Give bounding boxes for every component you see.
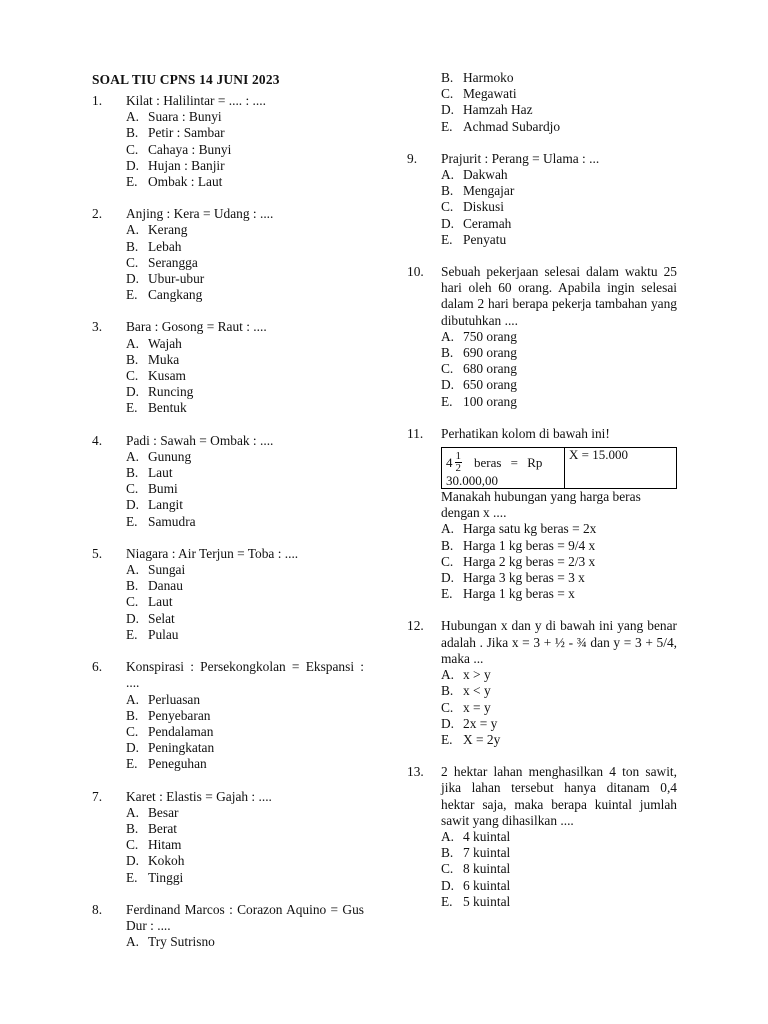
option-text: Laut <box>148 594 173 610</box>
option-letter: E. <box>126 174 138 190</box>
option-text: Berat <box>148 820 177 836</box>
price-table-left-cell <box>442 448 565 488</box>
question-1 <box>92 93 364 190</box>
option-text: 4 kuintal <box>463 828 511 844</box>
question-number: 8. <box>92 901 103 917</box>
question-line <box>92 206 364 222</box>
option-text: 6 kuintal <box>463 877 511 893</box>
option-letter: E. <box>441 893 453 909</box>
option-letter: E. <box>441 118 453 134</box>
answer-option <box>407 716 677 732</box>
answer-option <box>92 514 364 530</box>
option-text: X = 2y <box>463 731 501 747</box>
question-number: 5. <box>92 545 103 561</box>
answer-option <box>407 570 677 586</box>
option-letter: A. <box>441 667 455 683</box>
option-letter: A. <box>126 804 140 820</box>
option-letter: C. <box>441 199 454 215</box>
option-text: Harga satu kg beras = 2x <box>463 521 597 537</box>
option-letter: C. <box>126 141 139 157</box>
option-text: Dakwah <box>463 167 508 183</box>
answer-option <box>92 465 364 481</box>
option-letter: A. <box>441 328 455 344</box>
question-line <box>92 659 364 691</box>
option-letter: E. <box>441 393 453 409</box>
question-11 <box>407 426 677 603</box>
option-text: Laut <box>148 465 173 481</box>
answer-option <box>92 853 364 869</box>
option-letter: B. <box>126 578 139 594</box>
answer-option <box>92 497 364 513</box>
answer-option <box>92 174 364 190</box>
question-line <box>92 902 364 934</box>
option-text: Tinggi <box>148 869 184 885</box>
option-letter: B. <box>126 238 139 254</box>
answer-option <box>407 554 677 570</box>
question-text: Niagara : Air Terjun = Toba : .... <box>126 545 299 561</box>
price-amount: 30.000,00 <box>446 473 498 489</box>
question-line <box>407 264 677 329</box>
question-number: 1. <box>92 93 103 108</box>
option-text: Hitam <box>148 837 182 853</box>
option-letter: D. <box>126 157 140 173</box>
answer-option <box>92 352 364 368</box>
option-text: Langit <box>148 497 183 513</box>
answer-option <box>92 109 364 125</box>
question-number: 7. <box>92 788 103 804</box>
option-letter: E. <box>126 626 138 642</box>
question-number: 4. <box>92 432 103 448</box>
question-text: Karet : Elastis = Gajah : .... <box>126 788 272 804</box>
question-3 <box>92 319 364 416</box>
option-letter: D. <box>126 610 140 626</box>
answer-option <box>407 119 677 135</box>
option-text: Pulau <box>148 626 179 642</box>
answer-option <box>407 732 677 748</box>
option-text: 690 orang <box>463 345 517 361</box>
answer-option <box>407 167 677 183</box>
answer-option <box>92 271 364 287</box>
question-number: 10. <box>407 264 424 280</box>
question-line <box>92 93 364 109</box>
option-text: Lebah <box>148 238 182 254</box>
fraction-numerator: 1 <box>455 450 461 463</box>
answer-option <box>92 481 364 497</box>
option-text: Peneguhan <box>148 756 207 772</box>
answer-option <box>407 845 677 861</box>
answer-option <box>92 562 364 578</box>
answer-option <box>92 821 364 837</box>
answer-option <box>407 538 677 554</box>
answer-option <box>92 368 364 384</box>
question-text: Perhatikan kolom di bawah ini! <box>441 425 610 441</box>
option-letter: C. <box>441 361 454 377</box>
option-letter: A. <box>441 167 455 183</box>
option-text: Cangkang <box>148 287 203 303</box>
answer-option <box>407 586 677 602</box>
option-letter: B. <box>126 820 139 836</box>
answer-option <box>407 232 677 248</box>
option-letter: B. <box>126 125 139 141</box>
answer-option <box>92 934 364 950</box>
question-line <box>92 319 364 335</box>
option-text: Danau <box>148 578 183 594</box>
answer-option <box>407 216 677 232</box>
option-letter: A. <box>126 448 140 464</box>
question-7 <box>92 789 364 886</box>
answer-option <box>92 287 364 303</box>
option-letter: B. <box>126 707 139 723</box>
option-letter: D. <box>441 102 455 118</box>
option-text: Besar <box>148 804 179 820</box>
price-expression <box>446 451 542 474</box>
option-text: Bumi <box>148 481 178 497</box>
option-text: 650 orang <box>463 377 517 393</box>
price-table <box>441 447 677 489</box>
answer-option <box>407 521 677 537</box>
option-text: Perluasan <box>148 691 201 707</box>
question-text: Hubungan x dan y di bawah ini yang benar adalah . Jika x = 3 + ½ - ¾ dan y = 3 + 5/4, maka ... <box>441 618 677 666</box>
question-number: 2. <box>92 206 103 222</box>
option-letter: A. <box>126 222 140 238</box>
option-letter: E. <box>126 287 138 303</box>
question-number: 9. <box>407 150 418 166</box>
option-text: Megawati <box>463 86 517 102</box>
question-number: 3. <box>92 319 103 335</box>
option-text: Serangga <box>148 254 198 270</box>
option-letter: D. <box>126 271 140 287</box>
option-letter: D. <box>441 570 455 586</box>
option-text: Harga 1 kg beras = 9/4 x <box>463 537 596 553</box>
question-line <box>407 764 677 829</box>
option-letter: D. <box>126 384 140 400</box>
option-letter: A. <box>126 335 140 351</box>
question-2 <box>92 206 364 303</box>
option-letter: B. <box>441 683 454 699</box>
option-text: 100 orang <box>463 393 517 409</box>
question-followup-text: Manakah hubungan yang harga beras dengan x .... <box>441 489 641 521</box>
question-line <box>407 618 677 667</box>
question-5 <box>92 546 364 643</box>
option-text: Samudra <box>148 513 196 529</box>
question-text: Bara : Gosong = Raut : .... <box>126 319 267 335</box>
answer-option <box>92 578 364 594</box>
fraction-denominator: 2 <box>455 462 461 475</box>
answer-option <box>407 829 677 845</box>
answer-option <box>92 449 364 465</box>
option-letter: A. <box>126 691 140 707</box>
option-text: Wajah <box>148 335 182 351</box>
answer-option <box>92 756 364 772</box>
mixed-number-whole: 4 <box>446 454 453 470</box>
option-letter: D. <box>441 215 455 231</box>
question-line <box>407 151 677 167</box>
question-6 <box>92 659 364 772</box>
option-letter: A. <box>126 934 140 950</box>
answer-option <box>407 345 677 361</box>
answer-option <box>407 683 677 699</box>
option-letter: C. <box>126 594 139 610</box>
question-text: Padi : Sawah = Ombak : .... <box>126 432 274 448</box>
option-text: Cahaya : Bunyi <box>148 141 232 157</box>
option-text: x < y <box>463 683 491 699</box>
option-letter: C. <box>441 699 454 715</box>
answer-option <box>92 255 364 271</box>
question-text: Anjing : Kera = Udang : .... <box>126 206 274 222</box>
question-4 <box>92 433 364 530</box>
option-letter: D. <box>441 377 455 393</box>
question-text: Kilat : Halilintar = .... : .... <box>126 93 266 108</box>
answer-option <box>92 708 364 724</box>
option-text: Penyebaran <box>148 707 211 723</box>
option-letter: D. <box>126 740 140 756</box>
option-letter: B. <box>441 537 454 553</box>
option-letter: D. <box>441 715 455 731</box>
answer-option <box>407 361 677 377</box>
option-text: Selat <box>148 610 175 626</box>
option-letter: C. <box>441 861 454 877</box>
option-text: Harga 3 kg beras = 3 x <box>463 570 585 586</box>
option-letter: E. <box>441 731 453 747</box>
answer-option <box>407 199 677 215</box>
option-text: Runcing <box>148 384 194 400</box>
answer-option <box>407 70 677 86</box>
question-text: Ferdinand Marcos : Corazon Aquino = Gus Dur : .... <box>126 901 364 933</box>
option-letter: E. <box>126 513 138 529</box>
answer-option <box>407 377 677 393</box>
option-text: 5 kuintal <box>463 893 511 909</box>
answer-option <box>407 394 677 410</box>
option-letter: E. <box>441 231 453 247</box>
option-text: 7 kuintal <box>463 845 511 861</box>
answer-option <box>407 86 677 102</box>
option-text: 2x = y <box>463 715 498 731</box>
option-letter: C. <box>441 86 454 102</box>
question-13 <box>407 764 677 910</box>
option-letter: C. <box>126 481 139 497</box>
question-line <box>407 426 677 442</box>
option-text: Bentuk <box>148 400 187 416</box>
question-number: 12. <box>407 618 424 634</box>
option-text: Kerang <box>148 222 188 238</box>
answer-option <box>407 102 677 118</box>
option-text: Diskusi <box>463 199 504 215</box>
answer-option <box>92 724 364 740</box>
option-letter: D. <box>441 877 455 893</box>
question-number: 13. <box>407 764 424 780</box>
option-text: Ubur-ubur <box>148 271 205 287</box>
option-letter: B. <box>126 351 139 367</box>
option-text: Harga 2 kg beras = 2/3 x <box>463 553 596 569</box>
answer-option <box>92 384 364 400</box>
question-8-continued <box>407 70 677 135</box>
option-letter: E. <box>441 586 453 602</box>
option-text: Gunung <box>148 448 192 464</box>
question-text: 2 hektar lahan menghasilkan 4 ton sawit, jika lahan tersebut hanya ditanam 0,4 hektar saja, maka berapa kuintal jumlah sawit yang dihasilkan .... <box>441 764 677 828</box>
right-question-list-2 <box>407 618 677 909</box>
answer-option <box>407 700 677 716</box>
answer-option <box>92 870 364 886</box>
right-column <box>407 70 677 926</box>
option-text: Kusam <box>148 368 186 384</box>
option-letter: A. <box>126 562 140 578</box>
price-expression-text: beras = Rp <box>474 454 543 470</box>
option-text: Hujan : Banjir <box>148 157 225 173</box>
fraction <box>455 451 463 474</box>
option-text: x > y <box>463 667 491 683</box>
right-question-list <box>407 151 677 410</box>
option-letter: A. <box>441 828 455 844</box>
option-text: 750 orang <box>463 328 517 344</box>
option-text: Petir : Sambar <box>148 125 225 141</box>
answer-option <box>92 837 364 853</box>
question-text: Konspirasi : Persekongkolan = Ekspansi : .... <box>126 659 364 691</box>
option-letter: B. <box>441 845 454 861</box>
answer-option <box>92 142 364 158</box>
question-number: 6. <box>92 659 103 675</box>
option-text: Achmad Subardjo <box>463 118 561 134</box>
option-letter: D. <box>126 853 140 869</box>
option-text: Pendalaman <box>148 723 214 739</box>
option-text: Hamzah Haz <box>463 102 533 118</box>
answer-option <box>92 222 364 238</box>
answer-option <box>407 667 677 683</box>
option-letter: C. <box>126 254 139 270</box>
option-text: 8 kuintal <box>463 861 511 877</box>
answer-option <box>92 611 364 627</box>
question-10 <box>407 264 677 410</box>
option-letter: B. <box>441 183 454 199</box>
left-question-list <box>92 93 364 950</box>
option-letter: A. <box>441 521 455 537</box>
question-12 <box>407 618 677 748</box>
question-text: Sebuah pekerjaan selesai dalam waktu 25 hari oleh 60 orang. Apabila ingin selesai dalam 2 hari berapa pekerja tambahan yang dibutuhkan .... <box>441 264 677 328</box>
option-text: x = y <box>463 699 491 715</box>
answer-option <box>92 239 364 255</box>
answer-option <box>92 805 364 821</box>
question-number: 11. <box>407 425 424 441</box>
answer-option <box>92 400 364 416</box>
price-table-right-cell: X = 15.000 <box>569 447 628 463</box>
option-text: 680 orang <box>463 361 517 377</box>
option-text: Try Sutrisno <box>148 934 215 950</box>
page-title: SOAL TIU CPNS 14 JUNI 2023 <box>92 72 280 87</box>
option-text: Ceramah <box>463 215 512 231</box>
option-text: Muka <box>148 351 180 367</box>
option-letter: C. <box>126 723 139 739</box>
answer-option <box>92 740 364 756</box>
option-letter: E. <box>126 400 138 416</box>
option-letter: D. <box>126 497 140 513</box>
option-letter: B. <box>126 465 139 481</box>
option-text: Sungai <box>148 562 186 578</box>
option-list <box>407 521 677 602</box>
option-letter: B. <box>441 345 454 361</box>
option-text: Peningkatan <box>148 740 215 756</box>
answer-option <box>92 627 364 643</box>
option-text: Harga 1 kg beras = x <box>463 586 575 602</box>
option-letter: C. <box>126 368 139 384</box>
option-text: Mengajar <box>463 183 515 199</box>
question-9 <box>407 151 677 248</box>
option-letter: A. <box>126 109 140 125</box>
option-letter: E. <box>126 756 138 772</box>
answer-option <box>407 329 677 345</box>
question-line <box>92 433 364 449</box>
question-line <box>92 789 364 805</box>
answer-option <box>407 894 677 910</box>
answer-option <box>92 125 364 141</box>
answer-option <box>407 183 677 199</box>
option-letter: B. <box>441 70 454 85</box>
option-letter: E. <box>126 869 138 885</box>
option-letter: C. <box>126 837 139 853</box>
answer-option <box>92 158 364 174</box>
option-text: Ombak : Laut <box>148 174 223 190</box>
question-8 <box>92 902 364 951</box>
answer-option <box>407 861 677 877</box>
answer-option <box>407 878 677 894</box>
option-text: Harmoko <box>463 70 514 85</box>
option-text: Suara : Bunyi <box>148 109 222 125</box>
answer-option <box>92 692 364 708</box>
answer-option <box>92 594 364 610</box>
option-letter: C. <box>441 553 454 569</box>
option-text: Kokoh <box>148 853 185 869</box>
left-column <box>92 70 364 966</box>
question-text: Prajurit : Perang = Ulama : ... <box>441 150 600 166</box>
question-line <box>92 546 364 562</box>
answer-option <box>92 336 364 352</box>
option-text: Penyatu <box>463 231 507 247</box>
